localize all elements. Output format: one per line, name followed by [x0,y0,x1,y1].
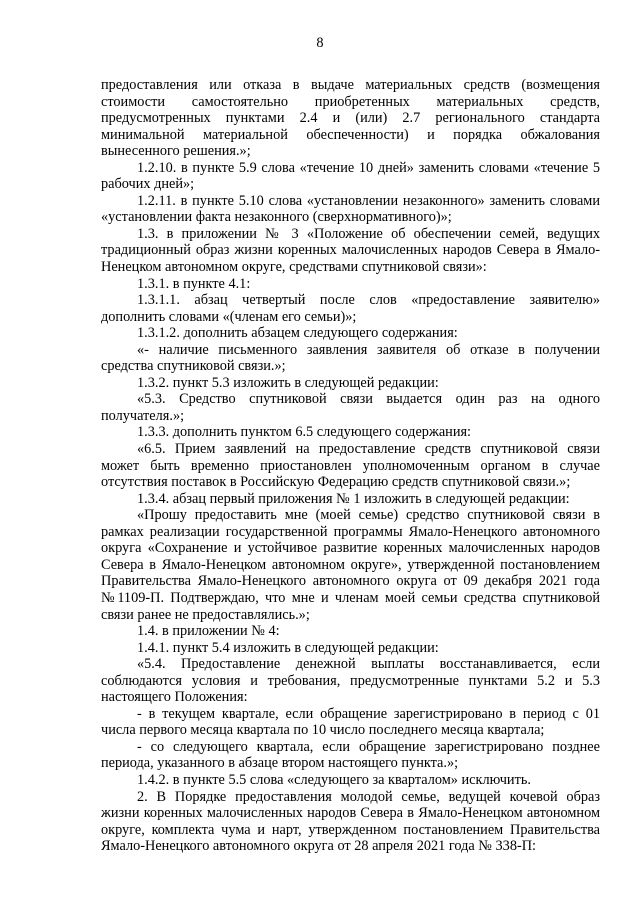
paragraph: «5.3. Средство спутниковой связи выдается один раз на одного получателя.»; [101,391,600,424]
paragraph: предоставления или отказа в выдаче материальных средств (возмещения стоимости самостоятельно приобретенных материальных средств, предусмотренных пунктами 2.4 и (или) 2.7 регионального стандарта минимальной материальной обеспеченности) и порядка обжалования вынесенного решения.»; [101,77,600,160]
page-number: 8 [316,35,324,51]
paragraph: 1.4.2. в пункте 5.5 слова «следующего за кварталом» исключить. [137,771,531,788]
paragraph: «6.5. Прием заявлений на предоставление средств спутниковой связи может быть временно приостановлен уполномоченным органом в случае отсутствия поставок в Российскую Федерацию средств спутниковой связи.»; [101,441,600,491]
paragraph: 1.2.11. в пункте 5.10 слова «установлении незаконного» заменить словами «установлении факта незаконного (сверхнормативного)»; [101,192,600,226]
paragraph: - в текущем квартале, если обращение зарегистрировано в период с 01 числа первого месяца квартала по 10 число последнего месяца квартала; [101,705,600,739]
paragraph: 1.3.1.1. абзац четвертый после слов «предоставление заявителю» дополнить словами «(членам его семьи)»; [101,292,600,325]
paragraph: 1.3.3. дополнить пунктом 6.5 следующего содержания: [137,424,472,441]
paragraph: 1.2.10. в пункте 5.9 слова «течение 10 дней» заменить словами «течение 5 рабочих дней»; [101,159,600,193]
paragraph: «Прошу предоставить мне (моей семье) средство спутниковой связи в рамках реализации государственной программы Ямало-Ненецкого автономного округа «Сохранение и устойчивое развитие коренных малочисленных народов Севера в Ямало-Ненецком автономном округе», утвержденной постановлением Правительства Ямало-Ненецкого автономного округа от 09 декабря 2021 года №1109-П. Подтверждаю, что мне и членам моей семьи средства спутниковой связи ранее не предоставлялись.»; [101,507,600,623]
paragraph: «5.4. Предоставление денежной выплаты восстанавливается, если соблюдаются условия и требования, предусмотренные пунктами 5.2 и 5.3 настоящего Положения: [101,656,600,706]
document-body [101,77,600,855]
paragraph: 1.4. в приложении № 4: [137,623,280,640]
paragraph: «- наличие письменного заявления заявителя об отказе в получении средства спутниковой связи.»; [101,341,600,375]
paragraph: 1.3.2. пункт 5.3 изложить в следующей редакции: [137,374,439,391]
paragraph: 1.4.1. пункт 5.4 изложить в следующей редакции: [137,639,439,656]
paragraph: 2. В Порядке предоставления молодой семье, ведущей кочевой образ жизни коренных малочисленных народов Севера в Ямало-Ненецком автономном округе, комплекта чума и нарт, утвержденном постановлением Правительства Ямало-Ненецкого автономного округа от 28 апреля 2021 года № 338-П: [101,788,600,855]
paragraph: - со следующего квартала, если обращение зарегистрировано позднее периода, указанного в абзаце втором настоящего пункта.»; [101,738,600,772]
paragraph: 1.3.4. абзац первый приложения № 1 изложить в следующей редакции: [137,490,570,507]
paragraph: 1.3.1. в пункте 4.1: [137,275,251,292]
paragraph: 1.3. в приложении № 3 «Положение об обеспечении семей, ведущих традиционный образ жизни коренных малочисленных народов Севера в Ямало-Ненецком автономном округе, средствами спутниковой связи»: [101,225,600,276]
paragraph: 1.3.1.2. дополнить абзацем следующего содержания: [137,325,458,342]
